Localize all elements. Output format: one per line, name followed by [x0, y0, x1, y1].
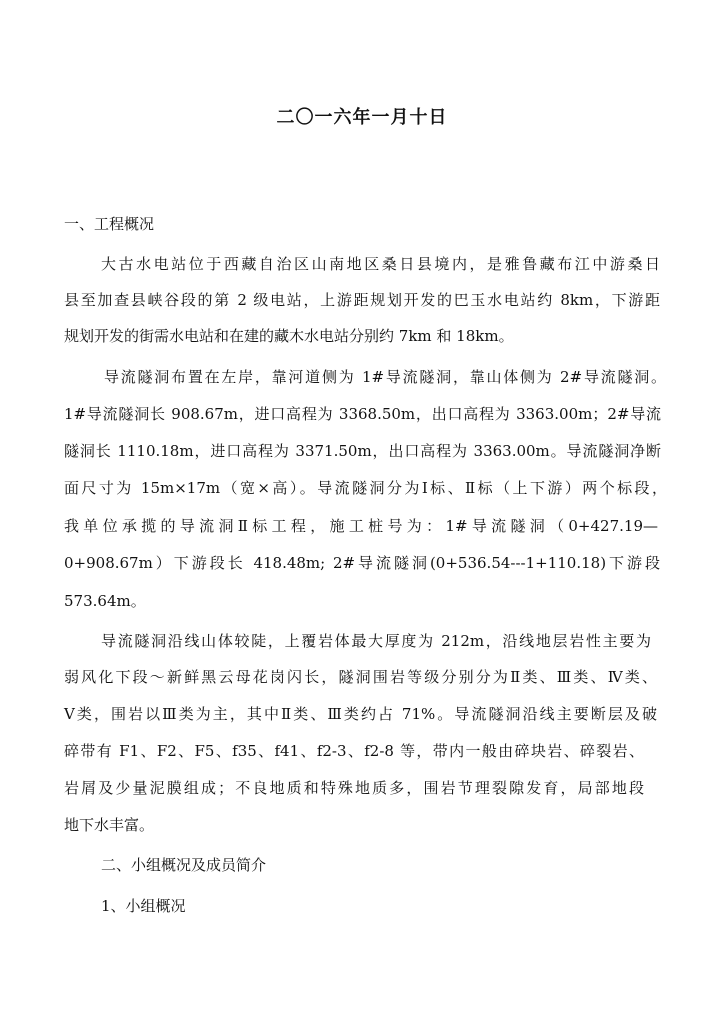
- paragraph-line: 规划开发的街需水电站和在建的藏木水电站分别约 7km 和 18km。: [64, 327, 514, 345]
- paragraph-line: 1#导流隧洞长 908.67m，进口高程为 3368.50m，出口高程为 3363.00m；2#导流: [64, 405, 661, 423]
- paragraph-line: 0+908.67m）下游段长 418.48m; 2#导流隧洞(0+536.54---1+110.18)下游段: [64, 554, 660, 572]
- subsection-heading-team-summary: 1、小组概况: [101, 897, 186, 915]
- paragraph-line: 弱风化下段～新鲜黑云母花岗闪长，隧洞围岩等级分别分为Ⅱ类、Ⅲ类、Ⅳ类、: [64, 668, 657, 686]
- paragraph-line: 地下水丰富。: [64, 816, 155, 834]
- section-heading-team-overview: 二、小组概况及成员简介: [101, 856, 267, 874]
- paragraph-line: 岩屑及少量泥膜组成；不良地质和特殊地质多，围岩节理裂隙发育，局部地段: [64, 779, 644, 797]
- paragraph-line: 隧洞长 1110.18m，进口高程为 3371.50m，出口高程为 3363.00m。导流隧洞净断: [64, 442, 661, 460]
- paragraph-line: 面尺寸为 15m×17m（宽×高）。导流隧洞分为Ⅰ标、Ⅱ标（上下游）两个标段，: [64, 479, 667, 497]
- paragraph-line: 县至加查县峡谷段的第 2 级电站，上游距规划开发的巴玉水电站约 8km，下游距: [64, 291, 660, 309]
- section-heading-project-overview: 一、工程概况: [64, 215, 155, 233]
- paragraph-line: 573.64m。: [64, 592, 146, 610]
- paragraph-line: 碎带有 F1、F2、F5、f35、f41、f2-3、f2-8 等，带内一般由碎块岩、碎裂岩、: [64, 742, 644, 760]
- paragraph-line: 大古水电站位于西藏自治区山南地区桑日县境内，是雅鲁藏布江中游桑日: [101, 255, 660, 273]
- document-date-title: 二〇一六年一月十日: [276, 107, 448, 128]
- paragraph-line: 导流隧洞沿线山体较陡，上覆岩体最大厚度为 212m，沿线地层岩性主要为: [101, 632, 651, 650]
- paragraph-line: Ⅴ类，围岩以Ⅲ类为主，其中Ⅱ类、Ⅲ类约占 71%。导流隧洞沿线主要断层及破: [64, 705, 657, 723]
- paragraph-line: 导流隧洞布置在左岸，靠河道侧为 1#导流隧洞，靠山体侧为 2#导流隧洞。: [104, 368, 666, 386]
- paragraph-line: 我单位承揽的导流洞Ⅱ标工程，施工桩号为：1#导流隧洞（0+427.19—: [64, 517, 658, 535]
